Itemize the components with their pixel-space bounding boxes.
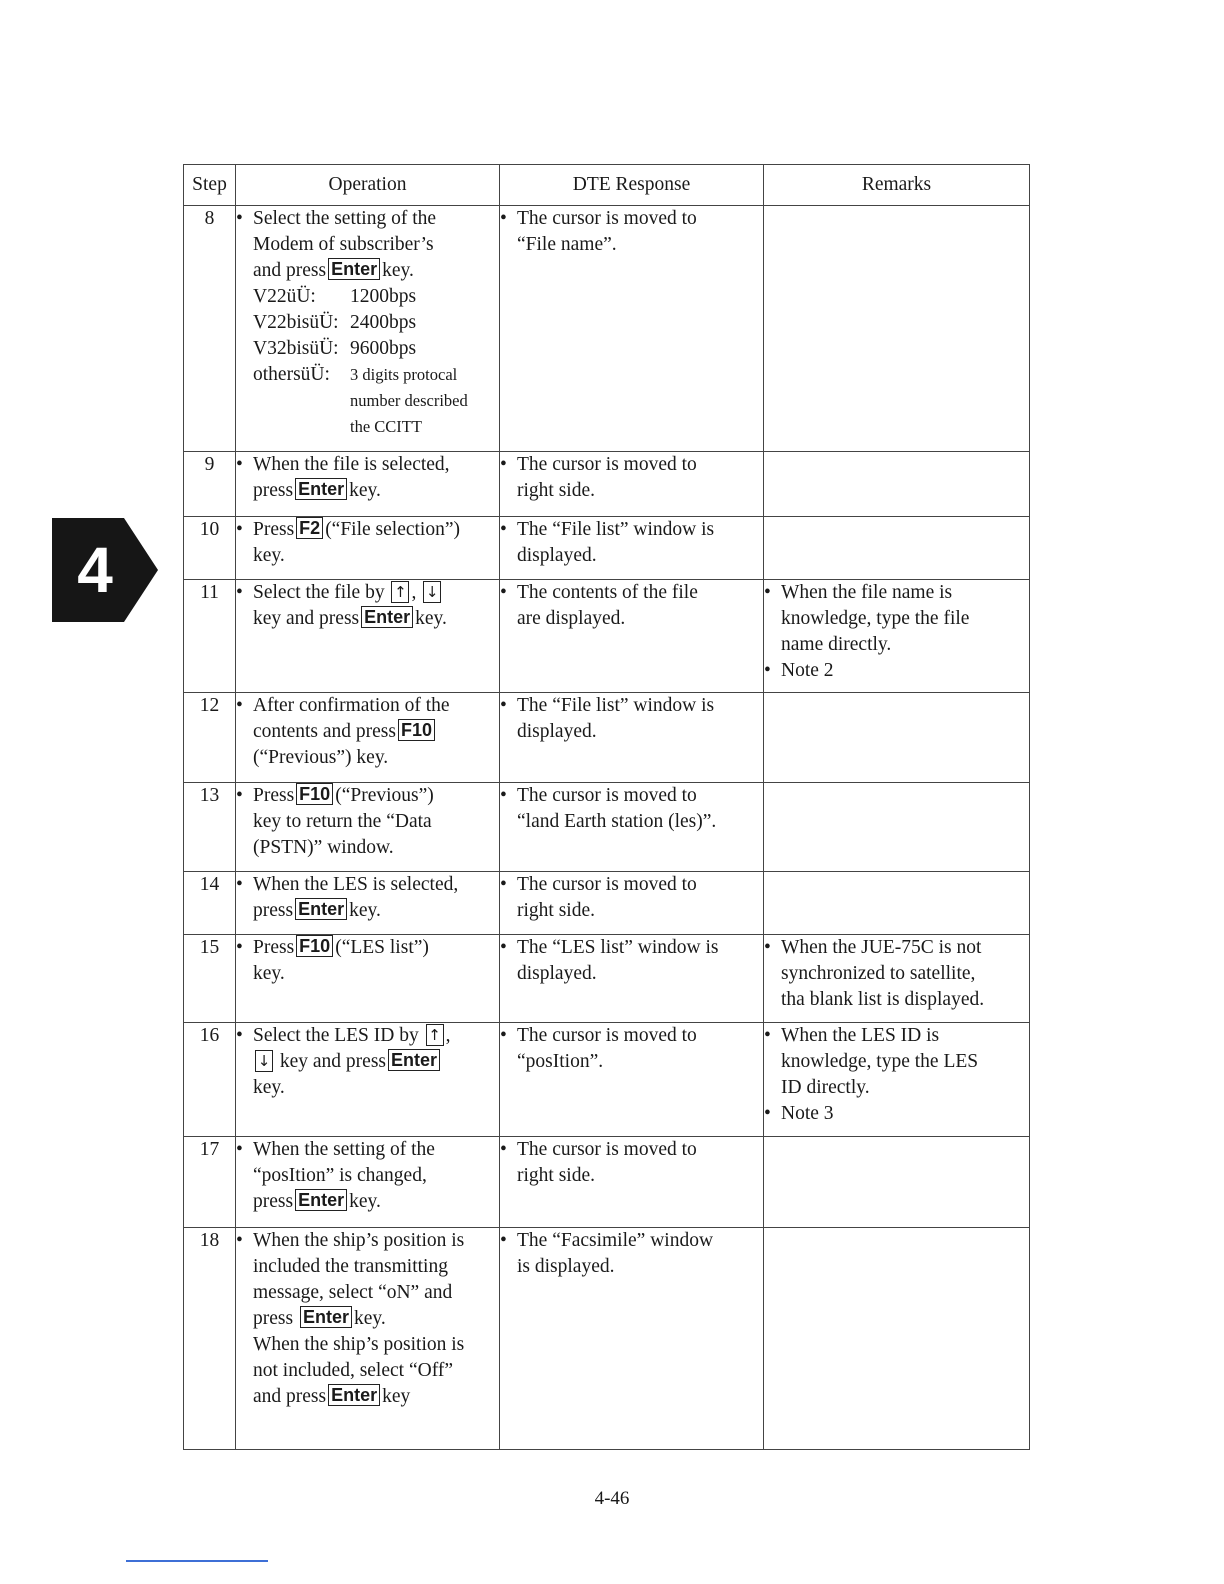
bullet: •	[764, 1103, 771, 1124]
remarks-text: knowledge, type the file	[781, 608, 970, 629]
response-text: The cursor is moved to	[517, 1025, 697, 1046]
operation-text: key and press	[279, 1051, 387, 1072]
response-text: The “File list” window is	[517, 695, 715, 716]
bullet: •	[500, 454, 507, 475]
operation-cell	[236, 693, 500, 783]
remarks-cell	[764, 452, 1030, 517]
operation-text: key.	[349, 900, 381, 921]
response-text: The “LES list” window is	[517, 937, 719, 958]
operation-cell	[236, 872, 500, 935]
bullet: •	[764, 582, 771, 603]
up-arrow-key-icon: ↑	[426, 1024, 444, 1046]
operation-text: ,	[411, 582, 417, 603]
response-text: “posItion”.	[517, 1051, 604, 1072]
response-text: The cursor is moved to	[517, 785, 697, 806]
header-remarks: Remarks	[764, 165, 1030, 206]
remarks-text: name directly.	[781, 634, 892, 655]
operation-text: key	[382, 1386, 411, 1407]
bullet: •	[236, 519, 243, 540]
remarks-cell	[764, 693, 1030, 783]
operation-text: (“File selection”)	[325, 519, 461, 540]
operation-cell	[236, 206, 500, 452]
operation-text: contents and press	[253, 721, 396, 742]
page-number: 4-46	[594, 1488, 630, 1509]
response-cell	[500, 452, 764, 517]
operation-cell	[236, 1228, 500, 1450]
operation-cell	[236, 1137, 500, 1228]
table-row	[184, 580, 1030, 693]
operation-text: Select the LES ID by	[253, 1025, 419, 1046]
remarks-cell	[764, 1137, 1030, 1228]
operation-text: key.	[415, 608, 447, 629]
operation-text: Select the setting of the	[253, 208, 437, 229]
step-number: 17	[184, 1137, 236, 1228]
operation-text: and press	[253, 1386, 327, 1407]
bullet: •	[500, 1230, 507, 1251]
operation-cell	[236, 452, 500, 517]
down-arrow-key-icon: ↓	[423, 581, 441, 603]
bullet: •	[500, 937, 507, 958]
operation-cell	[236, 517, 500, 580]
response-text: right side.	[517, 480, 595, 501]
operation-text: key.	[253, 963, 285, 984]
response-cell	[500, 206, 764, 452]
mode-label: V32bisüÜ:	[253, 338, 339, 359]
operation-text: (“Previous”)	[335, 785, 434, 806]
remarks-text: synchronized to satellite,	[781, 963, 976, 984]
header-row	[184, 165, 1030, 206]
operation-text: When the setting of the	[253, 1139, 435, 1160]
remarks-note: Note 2	[781, 660, 834, 681]
enter-key: Enter	[295, 478, 347, 500]
bullet: •	[764, 937, 771, 958]
operation-text: Press	[253, 519, 295, 540]
response-text: are displayed.	[517, 608, 626, 629]
table-row	[184, 935, 1030, 1023]
enter-key: Enter	[295, 898, 347, 920]
step-number: 15	[184, 935, 236, 1023]
enter-key: Enter	[388, 1049, 440, 1071]
response-cell	[500, 1023, 764, 1137]
remarks-text: When the file name is	[781, 582, 953, 603]
remarks-cell	[764, 872, 1030, 935]
response-cell	[500, 783, 764, 872]
f10-key: F10	[398, 719, 435, 741]
operation-text: (PSTN)” window.	[253, 837, 394, 858]
response-cell	[500, 935, 764, 1023]
operation-text: key.	[382, 260, 414, 281]
enter-key: Enter	[328, 258, 380, 280]
mode-value: 9600bps	[350, 338, 417, 359]
operation-text: When the file is selected,	[253, 454, 450, 475]
response-text: displayed.	[517, 963, 597, 984]
table-row	[184, 452, 1030, 517]
bullet: •	[236, 1230, 243, 1251]
operation-text: key.	[349, 480, 381, 501]
mode-value: 2400bps	[350, 312, 417, 333]
operation-cell	[236, 1023, 500, 1137]
response-text: right side.	[517, 900, 595, 921]
remarks-text: knowledge, type the LES	[781, 1051, 979, 1072]
bullet: •	[764, 1025, 771, 1046]
operation-text: Press	[253, 785, 295, 806]
remarks-cell	[764, 206, 1030, 452]
enter-key: Enter	[295, 1189, 347, 1211]
operation-text: message, select “oN” and	[253, 1282, 453, 1303]
bullet: •	[500, 582, 507, 603]
operation-text: key.	[253, 1077, 285, 1098]
bullet: •	[500, 785, 507, 806]
operation-text: (“LES list”)	[335, 937, 429, 958]
response-text: “land Earth station (les)”.	[517, 811, 717, 832]
step-number: 18	[184, 1228, 236, 1450]
operation-text: “posItion” is changed,	[253, 1165, 427, 1186]
operation-cell	[236, 935, 500, 1023]
response-cell	[500, 580, 764, 693]
f2-key: F2	[296, 517, 323, 539]
bullet: •	[764, 660, 771, 681]
response-cell	[500, 1228, 764, 1450]
operation-text: press	[253, 480, 294, 501]
header-dte-response: DTE Response	[500, 165, 764, 206]
remarks-text: When the LES ID is	[781, 1025, 940, 1046]
operation-text: key to return the “Data	[253, 811, 432, 832]
response-text: The cursor is moved to	[517, 208, 697, 229]
remarks-text: tha blank list is displayed.	[781, 989, 985, 1010]
mode-value	[350, 362, 499, 440]
table-row	[184, 517, 1030, 580]
operation-text: When the LES is selected,	[253, 874, 459, 895]
table-row	[184, 206, 1030, 452]
remarks-cell	[764, 580, 1030, 693]
step-number: 16	[184, 1023, 236, 1137]
step-number: 9	[184, 452, 236, 517]
chapter-tab	[52, 518, 158, 622]
bullet: •	[236, 695, 243, 716]
remarks-cell	[764, 1228, 1030, 1450]
modem-settings	[253, 284, 499, 440]
response-text: The contents of the file	[517, 582, 698, 603]
operation-text: press	[253, 1191, 294, 1212]
operation-text: included the transmitting	[253, 1256, 448, 1277]
remarks-cell	[764, 1023, 1030, 1137]
mode-label: V22bisüÜ:	[253, 312, 339, 333]
response-cell	[500, 872, 764, 935]
procedure-table	[183, 164, 1030, 1450]
mode-value-line: the CCITT	[350, 417, 422, 436]
response-cell	[500, 517, 764, 580]
table-row	[184, 1137, 1030, 1228]
response-text: The cursor is moved to	[517, 454, 697, 475]
enter-key: Enter	[361, 606, 413, 628]
remarks-cell	[764, 935, 1030, 1023]
response-text: The “Facsimile” window	[517, 1230, 714, 1251]
response-text: The cursor is moved to	[517, 874, 697, 895]
mode-label: othersüÜ:	[253, 364, 330, 385]
response-text: is displayed.	[517, 1256, 615, 1277]
table-row	[184, 783, 1030, 872]
bullet: •	[236, 785, 243, 806]
bullet: •	[500, 695, 507, 716]
operation-text: Select the file by	[253, 582, 385, 603]
remarks-text: When the JUE-75C is not	[781, 937, 982, 958]
step-number: 8	[184, 206, 236, 452]
mode-label: V22üÜ:	[253, 286, 316, 307]
response-text: The “File list” window is	[517, 519, 715, 540]
bullet: •	[236, 937, 243, 958]
operation-text: key.	[353, 1308, 386, 1329]
response-text: right side.	[517, 1165, 595, 1186]
mode-value: 1200bps	[350, 286, 417, 307]
header-step: Step	[184, 165, 236, 206]
remarks-note: Note 3	[781, 1103, 834, 1124]
f10-key: F10	[296, 783, 333, 805]
operation-text: Modem of subscriber’s	[253, 234, 434, 255]
operation-text: (“Previous”) key.	[253, 747, 389, 768]
response-cell	[500, 1137, 764, 1228]
response-text: displayed.	[517, 721, 597, 742]
bullet: •	[236, 208, 243, 229]
bullet: •	[500, 519, 507, 540]
table-row	[184, 1228, 1030, 1450]
bullet: •	[236, 454, 243, 475]
operation-text: key and press	[253, 608, 360, 629]
operation-text: When the ship’s position is	[253, 1334, 465, 1355]
operation-text: not included, select “Off”	[253, 1360, 453, 1381]
table-row	[184, 1023, 1030, 1137]
bullet: •	[236, 1139, 243, 1160]
bullet: •	[500, 208, 507, 229]
down-arrow-key-icon: ↓	[255, 1050, 273, 1072]
remarks-cell	[764, 517, 1030, 580]
mode-value-line: 3 digits protocal	[350, 365, 458, 384]
bottom-edge-mark	[126, 1560, 268, 1562]
enter-key: Enter	[300, 1306, 352, 1328]
step-number: 11	[184, 580, 236, 693]
f10-key: F10	[296, 935, 333, 957]
response-text: displayed.	[517, 545, 597, 566]
response-text: The cursor is moved to	[517, 1139, 697, 1160]
bullet: •	[500, 1139, 507, 1160]
table-row	[184, 693, 1030, 783]
remarks-cell	[764, 783, 1030, 872]
bullet: •	[236, 1025, 243, 1046]
response-text: “File name”.	[517, 234, 617, 255]
operation-text: ,	[445, 1025, 451, 1046]
step-number: 13	[184, 783, 236, 872]
response-cell	[500, 693, 764, 783]
step-number: 12	[184, 693, 236, 783]
operation-cell	[236, 580, 500, 693]
operation-text: After confirmation of the	[253, 695, 450, 716]
up-arrow-key-icon: ↑	[391, 581, 409, 603]
operation-text: key.	[349, 1191, 381, 1212]
operation-text: press	[253, 1308, 294, 1329]
chapter-number: 4	[77, 534, 113, 606]
operation-text: key.	[253, 545, 285, 566]
operation-text: press	[253, 900, 294, 921]
operation-text: and press	[253, 260, 327, 281]
remarks-text: ID directly.	[781, 1077, 870, 1098]
bullet: •	[236, 582, 243, 603]
step-number: 14	[184, 872, 236, 935]
enter-key: Enter	[328, 1384, 380, 1406]
operation-text: Press	[253, 937, 295, 958]
bullet: •	[500, 1025, 507, 1046]
table-row	[184, 872, 1030, 935]
mode-value-line: number described	[350, 391, 468, 410]
bullet: •	[500, 874, 507, 895]
operation-text: When the ship’s position is	[253, 1230, 465, 1251]
header-operation: Operation	[236, 165, 500, 206]
operation-cell	[236, 783, 500, 872]
step-number: 10	[184, 517, 236, 580]
bullet: •	[236, 874, 243, 895]
